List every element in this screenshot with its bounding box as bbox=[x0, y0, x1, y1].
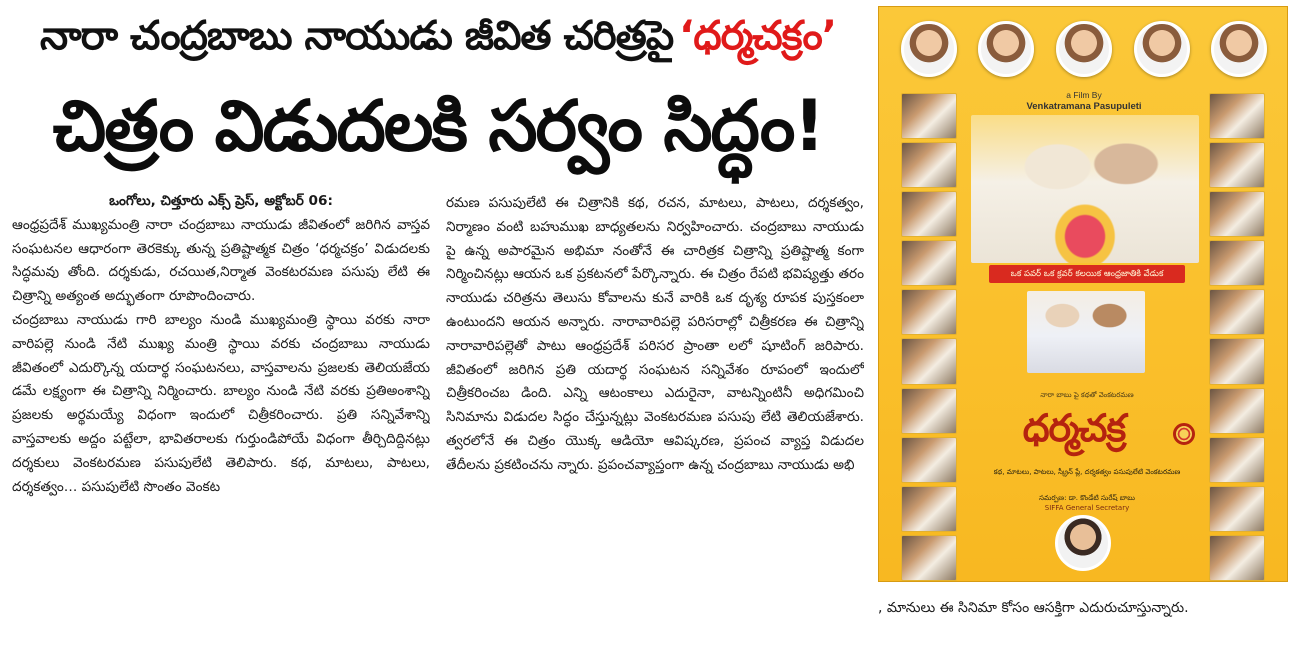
photo-thumbnail bbox=[901, 486, 957, 532]
presenter-portrait bbox=[1055, 515, 1111, 571]
photo-thumbnail bbox=[901, 388, 957, 434]
photo-thumbnail bbox=[1209, 93, 1265, 139]
movie-title-logo: ధర్మచక్ర bbox=[1022, 406, 1126, 450]
leader-portrait bbox=[1211, 21, 1267, 77]
poster-banner: ఒక పవర్ ఒక క్రవర్ కలయిక ఆంధ్రజాతికి వేడుక bbox=[989, 265, 1185, 283]
photo-thumbnail bbox=[1209, 191, 1265, 237]
presenter-title: SIFFA General Secretary bbox=[1044, 504, 1130, 512]
photo-thumbnail bbox=[901, 191, 957, 237]
poster-film-credit bbox=[999, 89, 1169, 113]
article-paragraph: ఆంధ్రప్రదేశ్ ముఖ్యమంత్రి నారా చంద్రబాబు నాయుడు జీవితంలో జరిగిన వాస్తవ సంఘటనల ఆధారంగా తెరకెక్కు తున్న ప్రతిష్టాత్మక చిత్రం ‘ధర్మచక్రం’ విడుదలకు సిద్ధమవు తోంది. దర్శకుడు, రచయిత,నిర్మాత వెంకటరమణ పసుపు లేటి ఈ చిత్రాన్ని అత్యంత అద్భుతంగా రూపొందించారు. bbox=[12, 216, 430, 305]
leader-portrait bbox=[1056, 21, 1112, 77]
photo-thumbnail bbox=[901, 338, 957, 384]
photo-thumbnail bbox=[901, 535, 957, 581]
leader-portrait bbox=[1134, 21, 1190, 77]
photo-thumbnail bbox=[1209, 388, 1265, 434]
article-paragraph: చంద్రబాబు నాయుడు గారి బాల్యం నుండి ముఖ్యమంత్రి స్థాయి వరకు నారా వారిపల్లె నుండి నేటి ముఖ్య మంత్రి స్థాయి వరకు చంద్రబాబు నాయుడు జీవితంలో ఎదుర్కొన్న యదార్థ సంఘటనలు, వాస్తవాలను ప్రజలకు తెలియజేయ డమే లక్ష్యంగా ఈ చిత్రాన్ని నిర్మించారు. బాల్యం నుండి నేటి వరకు ప్రతిఅంశాన్ని ప్రజలకు అర్థమయ్యే విధంగా ఇందులో చిత్రీకరించారు. ప్రతి సన్నివేశాన్ని వాస్తవాలకు అద్దం పట్టేలా, భావితరాలకు గుర్తుండిపోయే విధంగా తీర్చిదిద్దినట్లు దర్శకులు వెంకటరమణ పసుపులేటి తెలిపారు. కథ, మాటలు, పాటలు, దర్శకత్వం… పసుపులేటి సొంతం వెంకట bbox=[12, 311, 430, 495]
article-paragraph: రమణ పసుపులేటి ఈ చిత్రానికి కథ, రచన, మాటలు, పాటలు, దర్శకత్వం, నిర్మాణం వంటి బహుముఖ బాధ్యతలను నిర్వహించారు. చంద్రబాబు నాయుడు పై ఉన్న అపారమైన అభిమా నంతోనే ఈ చారిత్రక చిత్రాన్ని ప్రతిష్టాత్మ కంగా నిర్మించినట్లు ఆయన ఒక ప్రకటనలో పేర్కొన్నారు. ఈ చిత్రం రేపటి భవిష్యత్తు తరం నాయుడు చరిత్రను తెలుసు కోవాలను కునే వారికి ఒక దృశ్య రూపక పుస్తకంలా ఉంటుందని ఆయన అన్నారు. నారావారిపల్లె పరిసరాల్లో చిత్రీకరణ ఈ చిత్రాన్ని నారావారిపల్లెతో పాటు ఆంధ్రప్రదేశ్ పరిసర ప్రాంతా లలో షూటింగ్ జరిపారు. జీవితంలో జరిగిన ప్రతి యదార్థ సంఘటన సన్నివేశం రూపంలో ఇందులో చిత్రీకరించబ డింది. ఎన్ని ఆటంకాలు ఎదురైనా, వాటన్నింటినీ అధిగమించి సినిమాను విడుదల సిద్ధం చేస్తున్నట్లు వెంకటరమణ పసుపు లేటి తెలియజేశారు. త్వరలోనే ఈ చిత్రం యొక్క ఆడియో ఆవిష్కరణ, ప్రపంచ వ్యాప్త విడుదల తేదీలను ప్రకటించను న్నారు. ప్రపంచవ్యాప్తంగా ఉన్న చంద్రబాబు నాయుడు అభి bbox=[446, 195, 864, 473]
film-by-label: a Film By bbox=[1066, 90, 1102, 100]
photo-thumbnail bbox=[901, 142, 957, 188]
photo-thumbnail bbox=[1209, 535, 1265, 581]
photo-thumbnail bbox=[1209, 338, 1265, 384]
poster-presenter bbox=[987, 493, 1187, 513]
photo-thumbnail bbox=[901, 240, 957, 286]
article-continuation: , మానులు ఈ సినిమా కోసం ఆసక్తిగా ఎదురుచూస్తున్నారు. bbox=[878, 600, 1189, 616]
headline-line2: చిత్రం విడుదలకి సర్వం సిద్ధం! bbox=[52, 84, 824, 167]
poster-main-photo bbox=[971, 115, 1199, 263]
headline-line1-main: నారా చంద్రబాబు నాయుడు జీవిత చరిత్రపై bbox=[40, 13, 674, 59]
photo-thumbnail bbox=[1209, 437, 1265, 483]
photo-thumbnail bbox=[901, 93, 957, 139]
photo-strip-right bbox=[1209, 93, 1265, 581]
photo-thumbnail bbox=[1209, 289, 1265, 335]
photo-thumbnail bbox=[1209, 240, 1265, 286]
headline-line1-accent: ‘ధర్మచక్రం’ bbox=[679, 13, 836, 59]
poster-credits: కథ, మాటలు, పాటలు, స్క్రీన్ ప్లే, దర్శకత్వం పసుపులేటి వెంకటరమణ bbox=[993, 468, 1181, 476]
photo-thumbnail bbox=[901, 437, 957, 483]
photo-thumbnail bbox=[1209, 486, 1265, 532]
article-dateline: ఒంగోలు, చిత్తూరు ఎక్స్ ప్రెస్, అక్టోబర్ 06: bbox=[109, 193, 333, 209]
movie-poster bbox=[878, 6, 1288, 582]
headline-line1 bbox=[8, 10, 868, 72]
leader-portrait bbox=[901, 21, 957, 77]
leader-portrait bbox=[978, 21, 1034, 77]
photo-thumbnail bbox=[901, 289, 957, 335]
poster-secondary-photo bbox=[1027, 291, 1145, 373]
presenter-name: సమర్పణ: డా. కొండేటి సురేష్ బాబు bbox=[1039, 494, 1135, 502]
photo-thumbnail bbox=[1209, 142, 1265, 188]
chakra-icon bbox=[1173, 423, 1195, 445]
photo-strip-left bbox=[901, 93, 957, 581]
director-name: Venkatramana Pasupuleti bbox=[1026, 101, 1142, 112]
article-column-left bbox=[12, 190, 430, 655]
article-column-right bbox=[446, 192, 864, 657]
leader-portraits bbox=[879, 21, 1288, 85]
poster-tagline: నారా బాబు పై కథతో వెంకటరమణ bbox=[1040, 391, 1134, 399]
